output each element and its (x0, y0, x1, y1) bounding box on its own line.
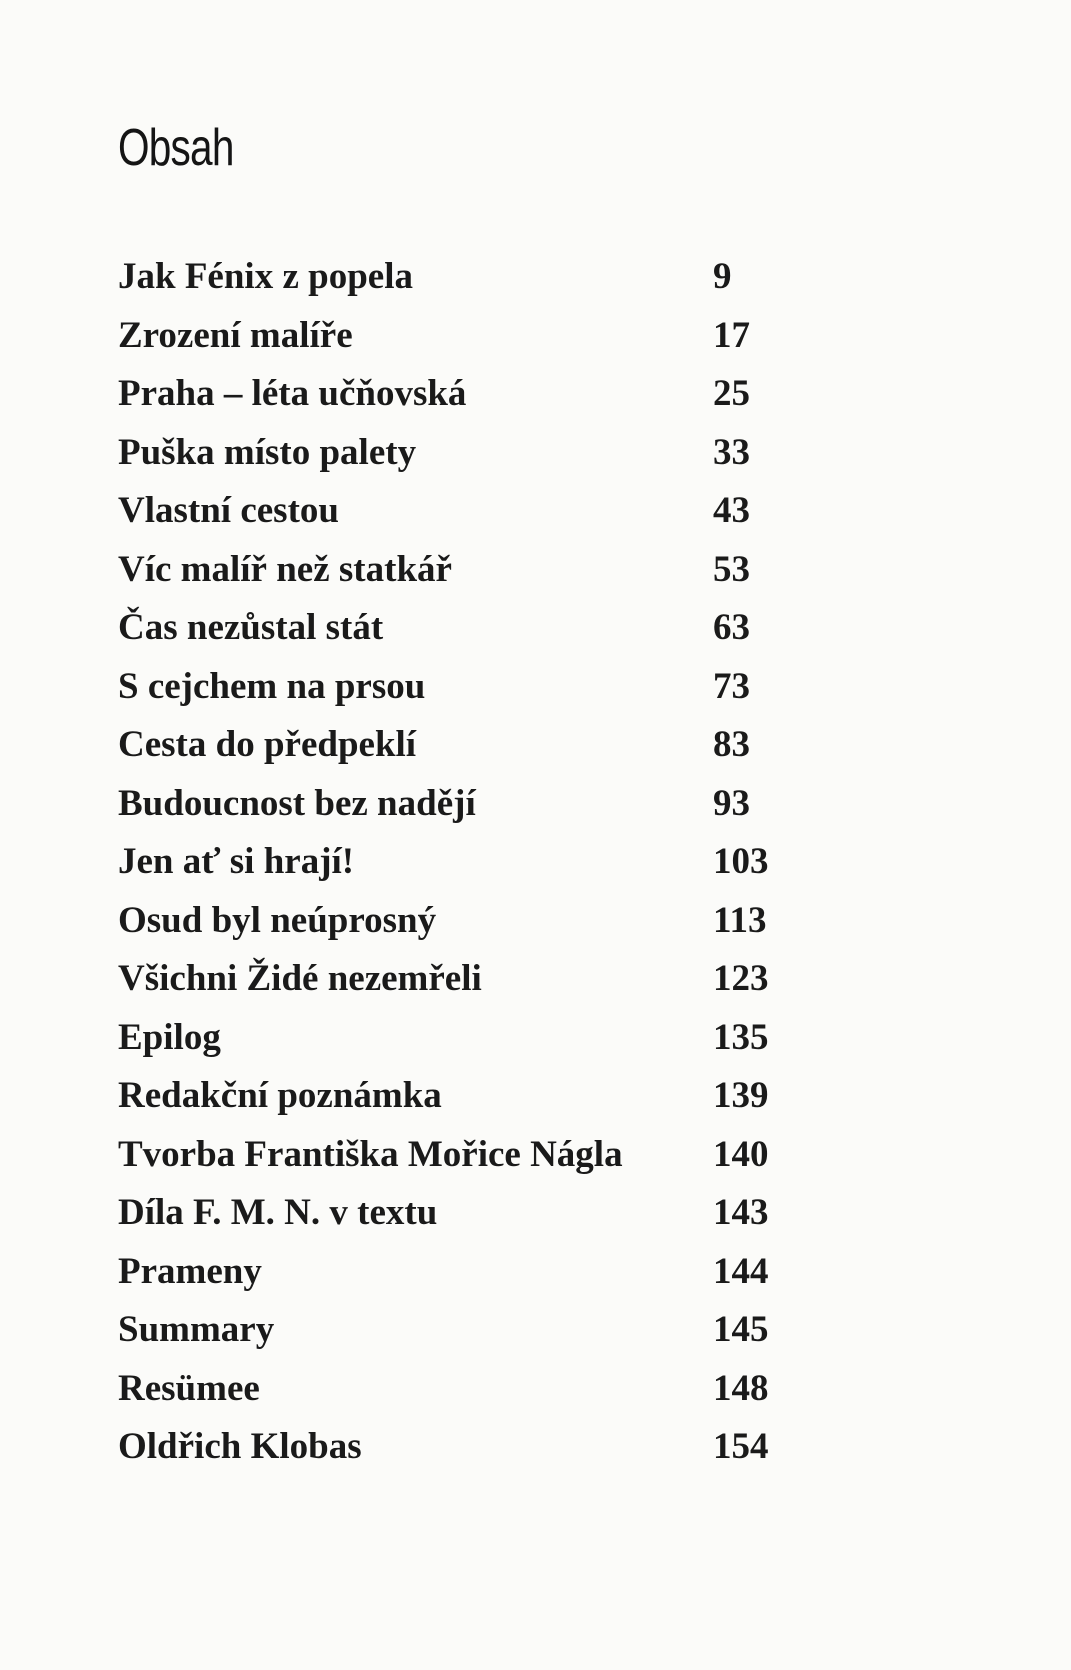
toc-entry-title: Resümee (118, 1367, 260, 1409)
toc-entry-page-number: 148 (713, 1367, 769, 1409)
toc-entry-page-number: 9 (713, 256, 732, 297)
toc-entry (118, 1418, 818, 1477)
toc-entry-page-number: 103 (713, 841, 769, 882)
toc-entry-page-number: 63 (713, 607, 750, 648)
toc-entry-title: Redakční poznámka (118, 1075, 442, 1116)
toc-entry (118, 1067, 818, 1126)
toc-entry-title: Jen ať si hrají! (118, 841, 355, 882)
toc-entry-title: Víc malíř než statkář (118, 548, 452, 590)
toc-entry-page-number: 53 (713, 548, 750, 590)
page-title: Obsah (118, 119, 234, 177)
toc-entry-page-number: 145 (713, 1309, 769, 1350)
toc-entry-page-number: 17 (713, 314, 750, 356)
toc-entry (118, 1126, 818, 1185)
toc-entry-page-number: 113 (713, 899, 767, 941)
toc-entry (118, 1360, 818, 1419)
toc-entry-title: Vlastní cestou (118, 490, 339, 531)
toc-entry (118, 599, 818, 658)
toc-entry (118, 716, 818, 775)
toc-entry (118, 365, 818, 424)
toc-entry-page-number: 33 (713, 431, 750, 473)
toc-entry-page-number: 123 (713, 958, 769, 999)
toc-entry (118, 1184, 818, 1243)
toc-entry-title: Díla F. M. N. v textu (118, 1192, 438, 1233)
toc-entry-title: Všichni Židé nezemřeli (118, 958, 482, 999)
toc-entry-title: Summary (118, 1309, 275, 1350)
toc-entry-title: Budoucnost bez nadějí (118, 782, 476, 824)
toc-entry-title: Epilog (118, 1016, 221, 1058)
toc-entry-page-number: 144 (713, 1250, 769, 1292)
toc-entry-page-number: 154 (713, 1426, 769, 1467)
toc-entry-title: Osud byl neúprosný (118, 899, 437, 941)
toc-entry-title: Zrození malíře (118, 314, 353, 356)
toc-entry (118, 482, 818, 541)
toc-entry (118, 307, 818, 366)
toc-entry (118, 775, 818, 834)
toc-entry-title: Praha – léta učňovská (118, 373, 467, 414)
toc-entry-title: Prameny (118, 1250, 262, 1292)
toc-entry (118, 248, 818, 307)
toc-entry (118, 424, 818, 483)
toc-entry (118, 892, 818, 951)
toc-entry-title: Oldřich Klobas (118, 1426, 362, 1467)
toc-entry-title: Puška místo palety (118, 431, 417, 473)
toc-entry (118, 1009, 818, 1068)
toc-entry-page-number: 43 (713, 490, 750, 531)
toc-entry-page-number: 93 (713, 782, 750, 824)
toc-entry (118, 950, 818, 1009)
table-of-contents (118, 248, 818, 1477)
toc-entry (118, 541, 818, 600)
toc-entry-page-number: 25 (713, 373, 750, 414)
toc-entry-title: Jak Fénix z popela (118, 256, 413, 297)
toc-entry-page-number: 73 (713, 665, 750, 707)
toc-entry-page-number: 139 (713, 1075, 769, 1116)
toc-entry (118, 833, 818, 892)
toc-entry-title: Čas nezůstal stát (118, 607, 384, 648)
toc-entry-page-number: 135 (713, 1016, 769, 1058)
toc-entry (118, 1243, 818, 1302)
toc-entry-title: S cejchem na prsou (118, 665, 426, 707)
toc-entry-page-number: 140 (713, 1133, 769, 1175)
toc-entry (118, 1301, 818, 1360)
toc-entry-page-number: 143 (713, 1192, 769, 1233)
toc-entry-title: Cesta do předpeklí (118, 724, 417, 765)
toc-entry (118, 658, 818, 717)
toc-entry-page-number: 83 (713, 724, 750, 765)
toc-entry-title: Tvorba Františka Mořice Nágla (118, 1133, 623, 1175)
